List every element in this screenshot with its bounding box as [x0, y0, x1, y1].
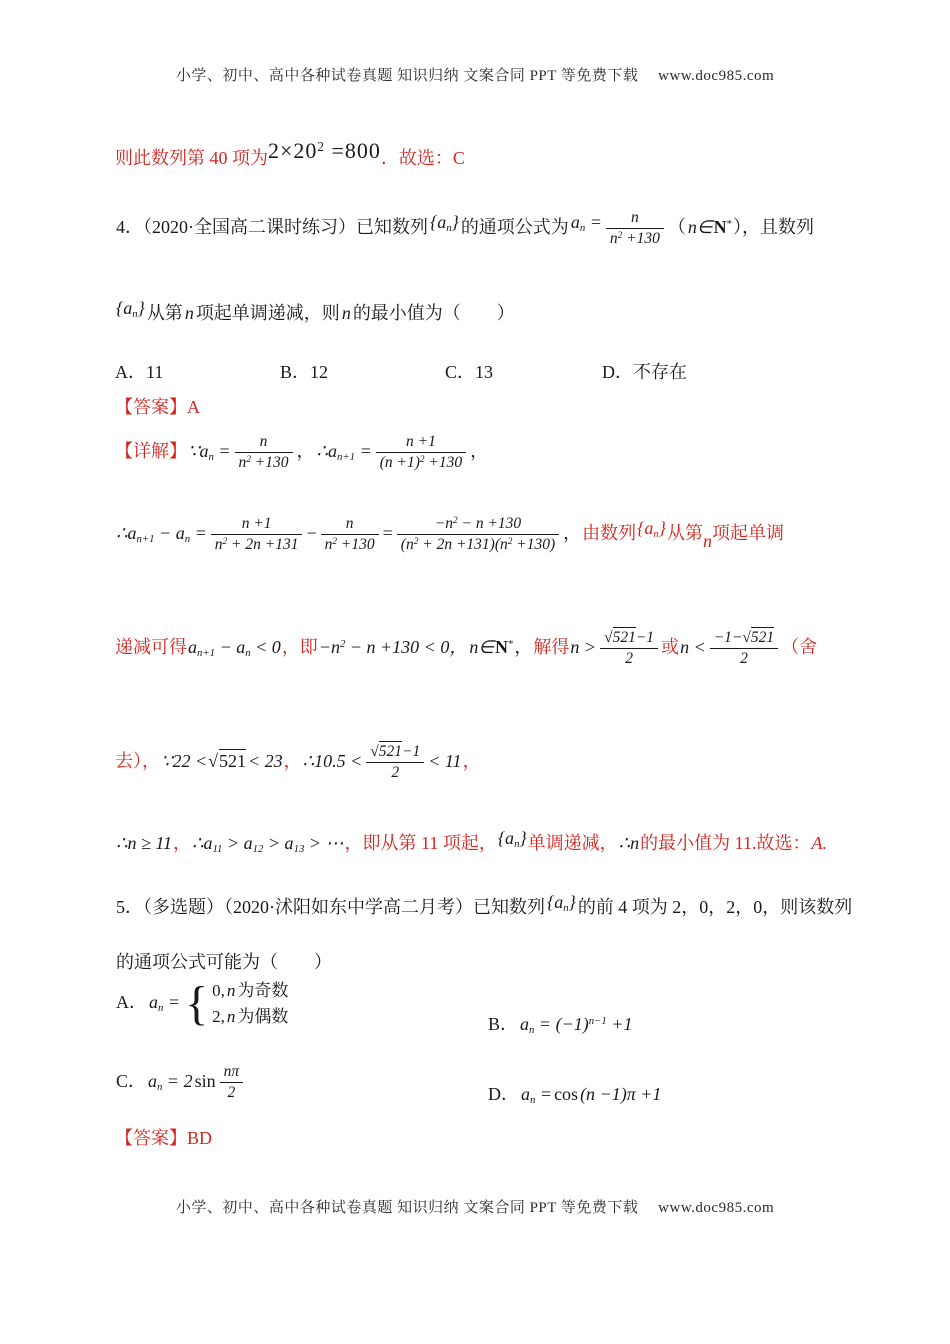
text-run: ，即从第 11 项起，: [344, 833, 497, 853]
fraction: [376, 432, 466, 473]
numerator: [366, 742, 424, 762]
math-run: $\therefore a_{n+1}$ =: [316, 440, 372, 463]
cases-formula: [185, 978, 289, 1029]
radical-sign: √: [604, 629, 613, 646]
q5-option-d: [487, 1080, 662, 1106]
fraction: [366, 742, 424, 783]
sequence-notation: $\{a_n\}$: [430, 211, 459, 234]
math-run: $a_n = (-1)^{n-1} +1$: [520, 1014, 633, 1037]
option-d: D．不存在: [602, 362, 687, 382]
radicand: 521: [219, 750, 246, 771]
fraction: [211, 514, 303, 555]
radicand: 521: [750, 629, 775, 646]
radical-sign: √: [208, 750, 218, 771]
text-run: 从第: [146, 303, 183, 323]
fraction: [220, 1062, 244, 1103]
text-run: 的最小值为（ ）: [352, 303, 515, 323]
text-run: ，: [173, 833, 191, 853]
math-run: ∴n ≥ 11: [116, 833, 172, 853]
text-run: 的最小值为 11.故选：: [640, 833, 811, 853]
math-run: $a_n$ =: [149, 991, 181, 1014]
text-run: 递减可得: [115, 636, 187, 657]
text-run: ），且数列: [732, 216, 814, 237]
math-run: −1: [402, 743, 421, 760]
math-run: 2,: [212, 1006, 225, 1026]
text-run: 单调递减，: [527, 833, 618, 853]
text-run: 由数列: [582, 522, 637, 543]
math-run: −: [306, 522, 317, 543]
math-run: n: [226, 981, 236, 1000]
math-run: $\therefore a_{11} > a_{12} > a_{13}$ > ⋯: [192, 833, 344, 856]
text-run: ，: [563, 522, 582, 543]
answer-letter: A.: [811, 833, 827, 853]
fraction: [606, 208, 664, 249]
math-run: ∵22 <: [161, 750, 208, 771]
text-run: 去），: [115, 750, 160, 771]
text-run: 的通项公式为: [460, 216, 569, 237]
denominator: 2: [366, 762, 424, 783]
q4-solution-line3: [115, 628, 837, 669]
numerator: n: [631, 209, 639, 226]
math-run: $a_n$ =: [521, 1084, 553, 1107]
math-run: $a_n = 2$: [148, 1070, 193, 1093]
text-run: 或: [661, 636, 680, 657]
case-line: [211, 978, 289, 1004]
text-run: ．故选：C: [380, 148, 465, 168]
numerator: n: [345, 515, 354, 532]
text-run: 为奇数: [237, 981, 289, 1000]
math-run: n∈: [469, 636, 495, 657]
q5-options-row1: [115, 978, 837, 1054]
denominator: $(n^2 + 2n +131)(n^2 +130)$: [397, 534, 559, 555]
text-run: 则此数列第 40 项为: [115, 148, 268, 168]
option-a: A．11: [115, 362, 164, 382]
denominator: 2: [600, 648, 658, 669]
math-run: < 23: [248, 750, 283, 771]
superscript-star: *: [726, 217, 732, 230]
site-banner-bottom: [0, 1196, 950, 1217]
math-run: sin: [194, 1070, 216, 1091]
text-run: 4．（2020·全国高二课时练习）已知数列: [116, 216, 428, 237]
math-run: N: [713, 216, 727, 237]
q5-answer-line: [115, 1124, 837, 1150]
text-run: 项起单调递减，则: [195, 303, 340, 323]
math-run: n∈: [687, 216, 713, 237]
answer-label: 【答案】: [115, 397, 187, 417]
q4-conclusion-line: [115, 828, 837, 855]
denominator: 2: [220, 1082, 244, 1103]
text-run: 5．（多选题）（2020·沭阳如东中学高二月考）已知数列: [116, 897, 545, 917]
text-run: 为偶数: [237, 1006, 289, 1026]
fraction: [321, 514, 379, 555]
q4-solution-line2: [115, 514, 837, 555]
math-run: n: [226, 1006, 236, 1026]
math-run: N: [495, 636, 509, 657]
option-label: B．: [488, 1014, 519, 1034]
math-run: $a_n$ =: [570, 211, 602, 234]
math-run: 0,: [212, 981, 225, 1000]
answer-value: BD: [187, 1128, 213, 1148]
q5-option-b: [487, 1010, 633, 1036]
sequence-notation: $\{a_n\}$: [637, 517, 666, 540]
q4-solution-line4: [115, 742, 837, 783]
sequence-notation: $\{a_n\}$: [497, 828, 527, 851]
denominator: 2: [710, 648, 778, 669]
numerator: n +1: [241, 515, 272, 532]
text-run: ，: [283, 750, 302, 771]
text-run: （: [667, 216, 686, 237]
superscript-star: *: [508, 637, 514, 650]
math-run: ∴n: [618, 833, 640, 853]
q5-option-c: [115, 1063, 246, 1102]
banner-text: 小学、初中、高中各种试卷真题 知识归纳 文案合同 PPT 等免费下载 www.doc985.com: [175, 1200, 775, 1216]
q5-stem-line1: [115, 892, 853, 919]
text-run: ，: [296, 440, 315, 461]
radical-sign: √: [742, 629, 751, 646]
text-run: ，: [514, 636, 533, 657]
q5-stem-line2: [115, 948, 837, 974]
denominator: $n^2 + 2n +131$: [211, 534, 303, 555]
numerator: [710, 628, 778, 648]
math-run: $\because a_n$ =: [188, 440, 231, 463]
math-run: $-n^2 - n +130 < 0$，: [318, 636, 468, 657]
q4-stem-line1: [115, 208, 837, 249]
denominator: $n^2 +130$: [606, 228, 664, 249]
numerator: n +1: [406, 433, 436, 450]
text-run: 解得: [533, 636, 570, 657]
math-run: cos: [554, 1084, 579, 1104]
option-label: A．: [116, 991, 147, 1012]
fraction: [710, 628, 778, 669]
q3-solution-line: [115, 138, 837, 170]
site-banner-top: [0, 64, 950, 85]
sequence-notation: $\{a_n\}$: [547, 892, 576, 915]
math-run: n: [702, 530, 712, 551]
q4-stem-line2: [115, 298, 837, 325]
math-run: $a_{n+1} - a_n < 0$: [188, 636, 281, 659]
detail-label: 【详解】: [115, 440, 187, 461]
numerator: nπ: [223, 1063, 240, 1080]
math-run: n: [184, 303, 194, 323]
text-run: ，: [470, 440, 489, 461]
answer-value: A: [187, 397, 200, 417]
radicand: 521: [378, 743, 403, 760]
math-run: −1: [635, 629, 655, 646]
math-run: $2\times 20^2 =800$: [268, 138, 381, 163]
q4-solution-line1: [115, 432, 837, 473]
case-line: [211, 1004, 289, 1030]
math-run: $\therefore a_{n+1} - a_n$ =: [116, 522, 207, 545]
denominator: $(n +1)^2 +130$: [376, 452, 466, 473]
option-label: D．: [488, 1084, 519, 1104]
math-run: =: [382, 522, 393, 543]
fraction: [235, 432, 293, 473]
denominator: $n^2 +130$: [235, 452, 293, 473]
denominator: $n^2 +130$: [321, 534, 379, 555]
math-run: n >: [570, 636, 597, 657]
option-b: B．12: [280, 362, 329, 382]
option-label: C．: [116, 1070, 147, 1091]
sequence-notation: $\{a_n\}$: [116, 298, 145, 321]
math-run: < 11: [428, 750, 462, 771]
math-run: −1−: [713, 629, 743, 646]
text-run: 项起单调: [711, 522, 784, 543]
numerator: n: [259, 433, 268, 450]
text-run: （舍: [781, 636, 818, 657]
cases-brace: {: [185, 976, 209, 1030]
option-c: C．13: [445, 362, 494, 382]
radicand: 521: [612, 629, 636, 646]
text-run: 从第: [666, 522, 703, 543]
q5-option-a: [115, 976, 289, 1030]
numerator: $-n^2 - n +130$: [434, 515, 522, 532]
fraction: [600, 628, 658, 669]
text-run: 的通项公式可能为（ ）: [116, 952, 332, 972]
banner-text: 小学、初中、高中各种试卷真题 知识归纳 文案合同 PPT 等免费下载 www.doc985.com: [175, 68, 775, 84]
text-run: ，: [462, 750, 481, 771]
q4-options-row: [115, 358, 837, 386]
math-run: (n −1)π +1: [580, 1084, 662, 1104]
text-run: ，即: [281, 636, 318, 657]
fraction: [397, 514, 559, 555]
answer-label: 【答案】: [115, 1128, 187, 1148]
numerator: [600, 628, 658, 648]
q4-answer-line: [115, 393, 837, 419]
q5-options-row2: [115, 1062, 837, 1122]
text-run: 的前 4 项为 2，0，2，0，则该数列: [577, 897, 853, 917]
math-run: ∴10.5 <: [302, 750, 363, 771]
radical-sign: √: [370, 743, 379, 760]
math-run: n: [341, 303, 351, 323]
math-run: n <: [680, 636, 706, 657]
cases-rows: [211, 978, 289, 1029]
